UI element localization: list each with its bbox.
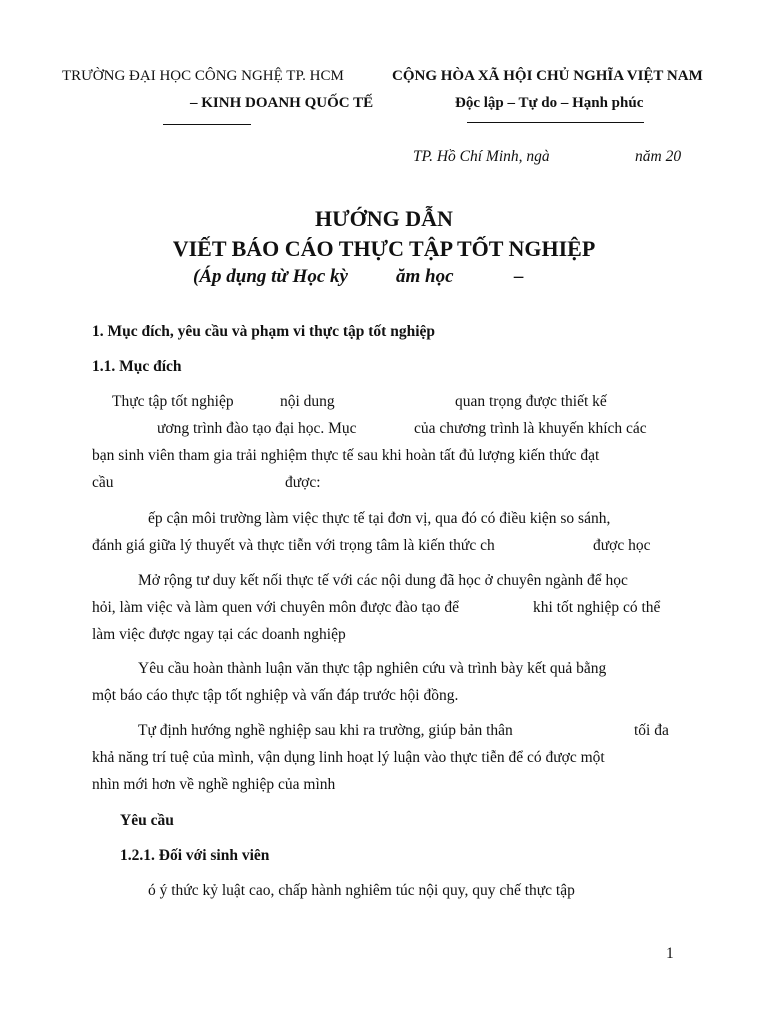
para3-line2-a: hỏi, làm việc và làm quen với chuyên môn được đào tạo để bbox=[92, 599, 459, 616]
para4-line2: một báo cáo thực tập tốt nghiệp và vấn đáp trước hội đồng. bbox=[92, 687, 459, 704]
para3-line3: làm việc được ngay tại các doanh nghiệp bbox=[92, 626, 346, 643]
section-1-1-heading: 1.1. Mục đích bbox=[92, 358, 182, 375]
para2-line2-a: đánh giá giữa lý thuyết và thực tiễn với trọng tâm là kiến thức ch bbox=[92, 537, 495, 554]
para3-line2-b: khi tốt nghiệp có thể bbox=[533, 599, 661, 616]
para3-line1: Mở rộng tư duy kết nối thực tế với các nội dung đã học ở chuyên ngành để học bbox=[138, 572, 628, 589]
para1-line4-b: được: bbox=[285, 474, 321, 491]
para1-line2-a: ương trình đào tạo đại học. Mục bbox=[157, 420, 357, 437]
document-title-line2: VIẾT BÁO CÁO THỰC TẬP TỐT NGHIỆP bbox=[172, 236, 596, 261]
para5-line3: nhìn mới hơn về nghề nghiệp của mình bbox=[92, 776, 336, 793]
para1-line1-b: nội dung bbox=[280, 393, 335, 410]
section-1-2-heading: Yêu cầu bbox=[120, 812, 174, 829]
para1-line4-a: cầu bbox=[92, 474, 114, 491]
para1-line1-a: Thực tập tốt nghiệp bbox=[112, 393, 234, 410]
para5-line1-a: Tự định hướng nghề nghiệp sau khi ra trường, giúp bản thân bbox=[138, 722, 513, 739]
national-motto: Độc lập – Tự do – Hạnh phúc bbox=[455, 95, 644, 111]
date-year: năm 20 bbox=[635, 148, 682, 165]
para1-line3: bạn sinh viên tham gia trải nghiệm thực tế sau khi hoàn tất đủ lượng kiến thức đạt bbox=[92, 447, 600, 464]
document-subtitle-b: ăm học bbox=[396, 266, 454, 287]
page-number: 1 bbox=[666, 945, 674, 962]
document-title-line1: HƯỚNG DẪN bbox=[315, 206, 453, 231]
para5-line1-b: tối đa bbox=[634, 722, 669, 739]
document-subtitle-c: – bbox=[514, 266, 524, 287]
school-name: TRƯỜNG ĐẠI HỌC CÔNG NGHỆ TP. HCM bbox=[62, 68, 344, 84]
nation-name: CỘNG HÒA XÃ HỘI CHỦ NGHĨA VIỆT NAM bbox=[392, 68, 703, 84]
date-place: TP. Hồ Chí Minh, ngà bbox=[413, 148, 550, 165]
para2-line1: ếp cận môi trường làm việc thực tế tại đơn vị, qua đó có điều kiện so sánh, bbox=[148, 510, 611, 527]
para4-line1: Yêu cầu hoàn thành luận văn thực tập nghiên cứu và trình bày kết quả bằng bbox=[138, 660, 607, 677]
para2-line2-b: được học bbox=[593, 537, 651, 554]
header-left-underline bbox=[163, 124, 251, 125]
header-right-underline bbox=[467, 122, 644, 123]
para1-line2-b: của chương trình là khuyến khích các bbox=[414, 420, 647, 437]
section-1-2-1-heading: 1.2.1. Đối với sinh viên bbox=[120, 847, 270, 864]
section-1-heading: 1. Mục đích, yêu cầu và phạm vi thực tập tốt nghiệp bbox=[92, 323, 436, 340]
para5-line2: khả năng trí tuệ của mình, vận dụng linh hoạt lý luận vào thực tiễn để có được một bbox=[92, 749, 605, 766]
para1-line1-c: quan trọng được thiết kế bbox=[455, 393, 607, 410]
faculty-name: – KINH DOANH QUỐC TẾ bbox=[190, 95, 374, 111]
document-subtitle-a: (Áp dụng từ Học kỳ bbox=[193, 266, 348, 287]
para6-line1: ó ý thức kỷ luật cao, chấp hành nghiêm túc nội quy, quy chế thực tập bbox=[148, 882, 575, 899]
